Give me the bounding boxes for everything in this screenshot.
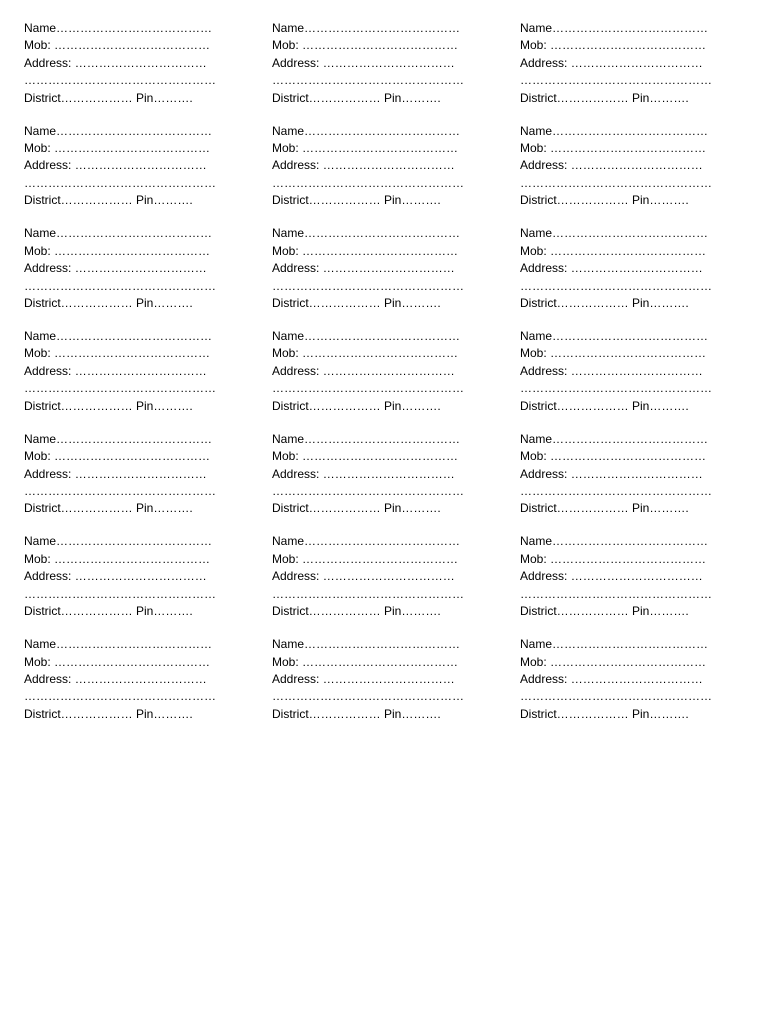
- district-pin-line: District……………… Pin……….: [24, 295, 193, 310]
- mob-line: Mob: …………………………………: [24, 551, 211, 566]
- label-sheet: [0, 20, 768, 739]
- address-label: [24, 225, 234, 312]
- address-continuation-line: …………………………………………: [520, 483, 712, 498]
- name-line: Name…………………………………: [24, 21, 213, 35]
- mob-line: Mob: …………………………………: [24, 449, 211, 464]
- address-label: [272, 123, 482, 210]
- name-line: Name…………………………………: [24, 226, 213, 241]
- mob-line: Mob: …………………………………: [24, 38, 211, 53]
- district-pin-line: District……………… Pin……….: [24, 193, 193, 208]
- address-continuation-line: …………………………………………: [24, 175, 216, 190]
- name-line: Name…………………………………: [520, 329, 709, 344]
- address-label: [24, 328, 234, 415]
- address-continuation-line: …………………………………………: [272, 73, 464, 88]
- address-continuation-line: …………………………………………: [272, 381, 464, 396]
- address-line: Address: ……………………………: [272, 261, 455, 276]
- address-line: Address: ……………………………: [520, 671, 703, 686]
- name-line: Name…………………………………: [520, 637, 709, 652]
- name-line: Name…………………………………: [24, 534, 213, 549]
- address-label: [272, 20, 482, 107]
- mob-line: Mob: …………………………………: [24, 243, 211, 258]
- address-line: Address: ……………………………: [24, 671, 207, 686]
- address-label: [520, 123, 730, 210]
- mob-line: Mob: …………………………………: [520, 346, 707, 361]
- address-label: [520, 20, 730, 107]
- name-line: Name…………………………………: [520, 21, 709, 35]
- address-label: [24, 20, 234, 107]
- district-pin-line: District……………… Pin……….: [272, 501, 441, 516]
- address-label: [24, 533, 234, 620]
- district-pin-line: District……………… Pin……….: [272, 193, 441, 208]
- address-line: Address: ……………………………: [272, 363, 455, 378]
- name-line: Name…………………………………: [272, 123, 461, 138]
- address-continuation-line: …………………………………………: [272, 483, 464, 498]
- address-line: Address: ……………………………: [520, 55, 703, 70]
- mob-line: Mob: …………………………………: [520, 141, 707, 156]
- name-line: Name…………………………………: [24, 123, 213, 138]
- name-line: Name…………………………………: [272, 534, 461, 549]
- address-label: [520, 328, 730, 415]
- mob-line: Mob: …………………………………: [24, 346, 211, 361]
- district-pin-line: District……………… Pin……….: [520, 706, 689, 721]
- mob-line: Mob: …………………………………: [24, 654, 211, 669]
- address-line: Address: ……………………………: [272, 671, 455, 686]
- mob-line: Mob: …………………………………: [272, 243, 459, 258]
- address-continuation-line: …………………………………………: [520, 586, 712, 601]
- address-line: Address: ……………………………: [272, 55, 455, 70]
- district-pin-line: District……………… Pin……….: [272, 604, 441, 618]
- district-pin-line: District……………… Pin……….: [272, 295, 441, 310]
- district-pin-line: District……………… Pin……….: [272, 706, 441, 721]
- name-line: Name…………………………………: [24, 431, 213, 446]
- mob-line: Mob: …………………………………: [272, 449, 459, 464]
- district-pin-line: District……………… Pin……….: [24, 604, 193, 618]
- address-line: Address: ……………………………: [24, 569, 207, 584]
- district-pin-line: District……………… Pin……….: [520, 295, 689, 310]
- district-pin-line: District……………… Pin……….: [520, 90, 689, 105]
- address-continuation-line: …………………………………………: [520, 689, 712, 704]
- address-continuation-line: …………………………………………: [520, 73, 712, 88]
- mob-line: Mob: …………………………………: [272, 141, 459, 156]
- mob-line: Mob: …………………………………: [520, 551, 707, 566]
- address-label: [520, 225, 730, 312]
- address-label: [272, 328, 482, 415]
- address-label: [24, 123, 234, 210]
- district-pin-line: District……………… Pin……….: [24, 90, 193, 105]
- address-continuation-line: …………………………………………: [520, 278, 712, 293]
- address-line: Address: ……………………………: [520, 363, 703, 378]
- mob-line: Mob: …………………………………: [520, 38, 707, 53]
- name-line: Name…………………………………: [272, 21, 461, 35]
- name-line: Name…………………………………: [24, 329, 213, 344]
- address-label: [24, 636, 234, 723]
- address-line: Address: ……………………………: [520, 261, 703, 276]
- address-label: [520, 636, 730, 723]
- district-pin-line: District……………… Pin……….: [24, 501, 193, 516]
- district-pin-line: District……………… Pin……….: [24, 706, 193, 721]
- address-line: Address: ……………………………: [24, 55, 207, 70]
- address-line: Address: ……………………………: [272, 158, 455, 173]
- address-label: [272, 225, 482, 312]
- name-line: Name…………………………………: [272, 226, 461, 241]
- name-line: Name…………………………………: [520, 226, 709, 241]
- district-pin-line: District……………… Pin……….: [520, 604, 689, 618]
- mob-line: Mob: …………………………………: [272, 654, 459, 669]
- address-continuation-line: …………………………………………: [520, 381, 712, 396]
- address-continuation-line: …………………………………………: [272, 586, 464, 601]
- address-continuation-line: …………………………………………: [24, 278, 216, 293]
- address-line: Address: ……………………………: [24, 466, 207, 481]
- address-line: Address: ……………………………: [520, 569, 703, 584]
- address-continuation-line: …………………………………………: [24, 586, 216, 601]
- address-label: [24, 431, 234, 518]
- address-label: [520, 533, 730, 620]
- mob-line: Mob: …………………………………: [272, 38, 459, 53]
- address-continuation-line: …………………………………………: [24, 381, 216, 396]
- label-row: [0, 431, 768, 534]
- label-row: [0, 636, 768, 739]
- label-row: [0, 533, 768, 636]
- address-line: Address: ……………………………: [520, 158, 703, 173]
- address-continuation-line: …………………………………………: [24, 73, 216, 88]
- address-line: Address: ……………………………: [24, 363, 207, 378]
- address-label: [272, 431, 482, 518]
- address-label: [272, 636, 482, 723]
- mob-line: Mob: …………………………………: [520, 449, 707, 464]
- address-line: Address: ……………………………: [520, 466, 703, 481]
- label-row: [0, 328, 768, 431]
- district-pin-line: District……………… Pin……….: [272, 90, 441, 105]
- address-label: [520, 431, 730, 518]
- district-pin-line: District……………… Pin……….: [272, 398, 441, 413]
- address-line: Address: ……………………………: [24, 158, 207, 173]
- mob-line: Mob: …………………………………: [24, 141, 211, 156]
- name-line: Name…………………………………: [272, 329, 461, 344]
- address-continuation-line: …………………………………………: [520, 175, 712, 190]
- address-line: Address: ……………………………: [272, 466, 455, 481]
- district-pin-line: District……………… Pin……….: [24, 398, 193, 413]
- name-line: Name…………………………………: [520, 431, 709, 446]
- address-continuation-line: …………………………………………: [272, 689, 464, 704]
- label-row: [0, 225, 768, 328]
- district-pin-line: District……………… Pin……….: [520, 193, 689, 208]
- label-row: [0, 20, 768, 123]
- name-line: Name…………………………………: [272, 431, 461, 446]
- address-continuation-line: …………………………………………: [24, 689, 216, 704]
- name-line: Name…………………………………: [272, 637, 461, 652]
- mob-line: Mob: …………………………………: [520, 243, 707, 258]
- mob-line: Mob: …………………………………: [520, 654, 707, 669]
- address-continuation-line: …………………………………………: [272, 175, 464, 190]
- address-continuation-line: …………………………………………: [24, 483, 216, 498]
- district-pin-line: District……………… Pin……….: [520, 398, 689, 413]
- name-line: Name…………………………………: [520, 534, 709, 549]
- address-line: Address: ……………………………: [272, 569, 455, 584]
- district-pin-line: District……………… Pin……….: [520, 501, 689, 516]
- address-line: Address: ……………………………: [24, 261, 207, 276]
- address-continuation-line: …………………………………………: [272, 278, 464, 293]
- address-label: [272, 533, 482, 620]
- mob-line: Mob: …………………………………: [272, 346, 459, 361]
- name-line: Name…………………………………: [24, 637, 213, 652]
- label-row: [0, 123, 768, 226]
- name-line: Name…………………………………: [520, 123, 709, 138]
- mob-line: Mob: …………………………………: [272, 551, 459, 566]
